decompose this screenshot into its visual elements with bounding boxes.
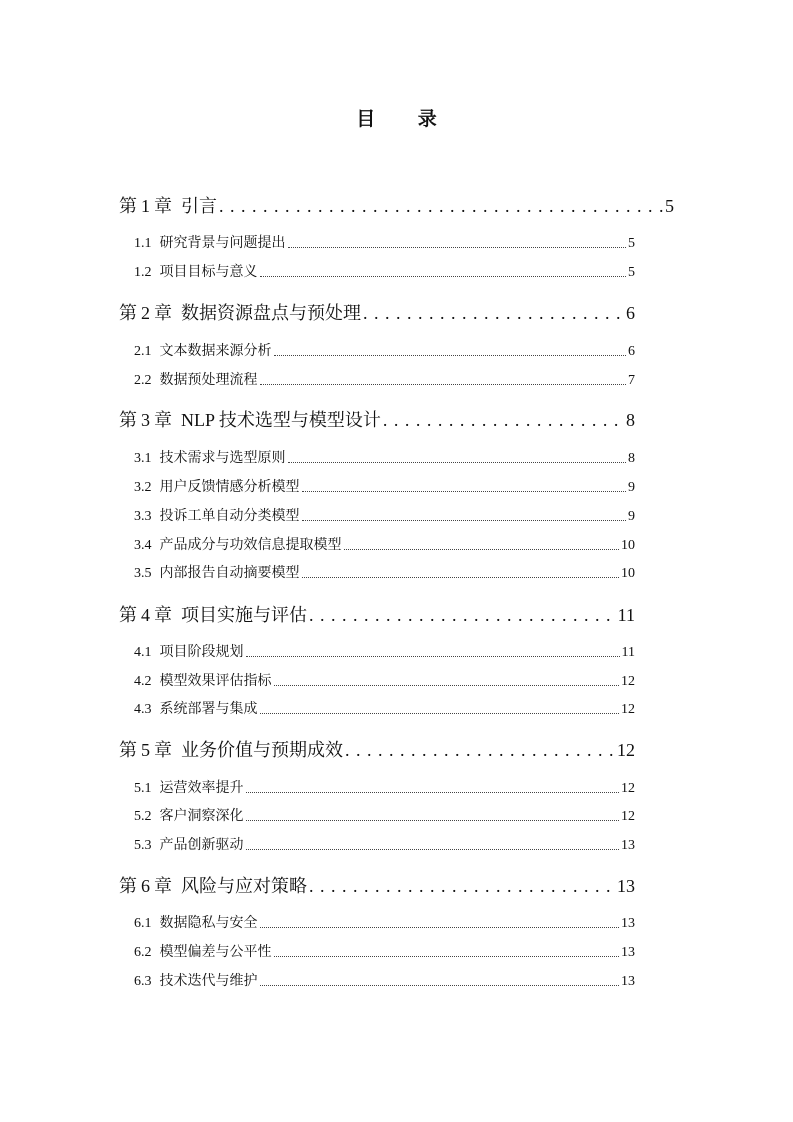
- toc-title: 目 录: [356, 108, 455, 130]
- dot-leader: [309, 876, 615, 897]
- dot-leader: [246, 848, 620, 850]
- page-number: 12: [617, 740, 635, 760]
- page-number: 11: [617, 605, 635, 625]
- page-number: 8: [628, 451, 635, 466]
- dot-leader: [274, 955, 620, 957]
- dot-leader: [302, 490, 627, 492]
- dot-leader: [246, 819, 620, 821]
- toc-section-4-3[interactable]: 4.3 系统部署与集成 12: [134, 702, 635, 717]
- page-number: 13: [621, 945, 635, 960]
- dot-leader: [383, 410, 624, 431]
- dot-leader: [260, 926, 620, 928]
- page-number: 5: [628, 265, 635, 280]
- page-number: 13: [617, 876, 635, 896]
- toc-section-2-2[interactable]: 2.2 数据预处理流程 7: [134, 373, 635, 388]
- chapter-label: 第 5 章 业务价值与预期成效: [119, 740, 343, 760]
- chapter-label: 第 2 章 数据资源盘点与预处理: [119, 303, 361, 323]
- page-number: 12: [621, 781, 635, 796]
- toc-section-3-3[interactable]: 3.3 投诉工单自动分类模型 9: [134, 509, 635, 524]
- dot-leader: [288, 246, 627, 248]
- dot-leader: [363, 303, 624, 324]
- page-number: 10: [621, 538, 635, 553]
- page-number: 5: [665, 196, 674, 216]
- toc-section-6-1[interactable]: 6.1 数据隐私与安全 13: [134, 916, 635, 931]
- page-number: 9: [628, 480, 635, 495]
- dot-leader: [246, 791, 620, 793]
- toc-chapter-5[interactable]: [119, 736, 635, 760]
- page-number: 12: [621, 702, 635, 717]
- dot-leader: [274, 684, 620, 686]
- dot-leader: [260, 712, 620, 714]
- toc-section-2-1[interactable]: 2.1 文本数据来源分析 6: [134, 344, 635, 359]
- dot-leader: [260, 275, 627, 277]
- dot-leader: [288, 461, 627, 463]
- toc-section-3-2[interactable]: 3.2 用户反馈情感分析模型 9: [134, 480, 635, 495]
- toc-section-3-4[interactable]: 3.4 产品成分与功效信息提取模型 10: [134, 538, 635, 553]
- page-number: 13: [621, 974, 635, 989]
- dot-leader: [344, 548, 620, 550]
- dot-leader: [246, 655, 620, 657]
- toc-section-3-5[interactable]: 3.5 内部报告自动摘要模型 10: [134, 566, 635, 581]
- dot-leader: [309, 605, 616, 626]
- dot-leader: [302, 576, 620, 578]
- chapter-label: 第 6 章 风险与应对策略: [119, 876, 307, 896]
- toc-section-3-1[interactable]: 3.1 技术需求与选型原则 8: [134, 451, 635, 466]
- page-number: 5: [628, 236, 635, 251]
- toc-chapter-6[interactable]: [119, 872, 635, 896]
- toc-section-6-3[interactable]: 6.3 技术迭代与维护 13: [134, 974, 635, 989]
- toc-section-4-1[interactable]: 4.1 项目阶段规划 11: [134, 645, 635, 660]
- dot-leader: [260, 984, 620, 986]
- toc-section-4-2[interactable]: 4.2 模型效果评估指标 12: [134, 674, 635, 689]
- dot-leader: [219, 196, 663, 217]
- page-number: 11: [621, 645, 635, 660]
- page-number: 7: [628, 373, 635, 388]
- toc-section-1-2[interactable]: 1.2 项目目标与意义 5: [134, 265, 635, 280]
- chapter-label: 第 1 章 引言: [119, 196, 217, 216]
- chapter-label: 第 3 章 NLP 技术选型与模型设计: [119, 410, 381, 430]
- toc-section-1-1[interactable]: 1.1 研究背景与问题提出 5: [134, 236, 635, 251]
- toc-section-6-2[interactable]: 6.2 模型偏差与公平性 13: [134, 945, 635, 960]
- page-number: 6: [626, 303, 635, 323]
- toc-chapter-3[interactable]: [119, 406, 635, 430]
- dot-leader: [274, 354, 627, 356]
- page-number: 9: [628, 509, 635, 524]
- toc-chapter-4[interactable]: [119, 601, 635, 625]
- page-number: 13: [621, 916, 635, 931]
- page-number: 13: [621, 838, 635, 853]
- toc-section-5-1[interactable]: 5.1 运营效率提升 12: [134, 781, 635, 796]
- page-number: 12: [621, 809, 635, 824]
- chapter-label: 第 4 章 项目实施与评估: [119, 605, 307, 625]
- page-number: 8: [626, 410, 635, 430]
- toc-chapter-1[interactable]: [119, 192, 674, 216]
- dot-leader: [260, 383, 627, 385]
- toc-section-5-2[interactable]: 5.2 客户洞察深化 12: [134, 809, 635, 824]
- page-number: 10: [621, 566, 635, 581]
- dot-leader: [345, 740, 615, 761]
- page-number: 6: [628, 344, 635, 359]
- toc-section-5-3[interactable]: 5.3 产品创新驱动 13: [134, 838, 635, 853]
- page-number: 12: [621, 674, 635, 689]
- dot-leader: [302, 519, 627, 521]
- toc-chapter-2[interactable]: [119, 299, 635, 323]
